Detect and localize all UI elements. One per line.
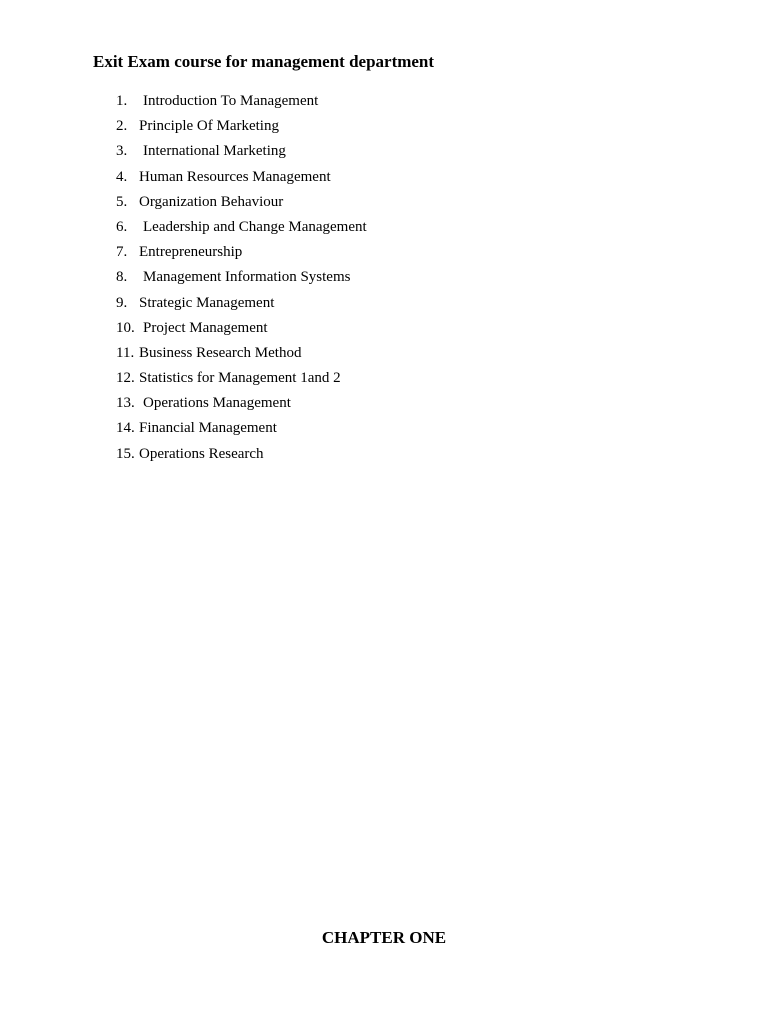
list-item-label: International Marketing — [143, 143, 286, 160]
list-item-number: 11. — [116, 344, 135, 361]
list-item-number: 12. — [116, 370, 135, 387]
list-item-number: 8. — [116, 269, 128, 286]
list-item-number: 6. — [116, 218, 128, 235]
course-list — [116, 92, 367, 470]
list-item-label: Financial Management — [139, 420, 277, 437]
list-item-label: Leadership and Change Management — [143, 218, 367, 235]
list-item — [116, 319, 367, 344]
list-item — [116, 218, 367, 243]
list-item — [116, 445, 367, 470]
list-item-number: 9. — [116, 294, 128, 311]
list-item-label: Statistics for Management 1and 2 — [139, 370, 341, 387]
list-item — [116, 268, 367, 293]
list-item — [116, 394, 367, 419]
list-item-number: 4. — [116, 168, 128, 185]
list-item-number: 7. — [116, 244, 128, 261]
list-item — [116, 142, 367, 167]
list-item-label: Management Information Systems — [143, 269, 351, 286]
list-item — [116, 92, 367, 117]
list-item-label: Operations Research — [139, 445, 264, 462]
list-item-number: 3. — [116, 143, 128, 160]
list-item — [116, 193, 367, 218]
document-title: Exit Exam course for management department — [93, 52, 435, 71]
list-item — [116, 369, 367, 394]
list-item — [116, 117, 367, 142]
list-item-label: Business Research Method — [139, 344, 302, 361]
list-item-number: 14. — [116, 420, 135, 437]
list-item — [116, 168, 367, 193]
list-item — [116, 294, 367, 319]
list-item-number: 5. — [116, 193, 128, 210]
list-item-label: Entrepreneurship — [139, 244, 243, 261]
list-item-label: Project Management — [143, 319, 268, 336]
list-item — [116, 243, 367, 268]
list-item-number: 2. — [116, 118, 128, 135]
list-item-number: 13. — [116, 395, 135, 412]
list-item-label: Organization Behaviour — [139, 193, 284, 210]
list-item-label: Principle Of Marketing — [139, 118, 279, 135]
chapter-heading: CHAPTER ONE — [321, 928, 447, 947]
list-item-label: Human Resources Management — [139, 168, 331, 185]
list-item — [116, 419, 367, 444]
list-item-number: 1. — [116, 93, 128, 109]
list-item-number: 15. — [116, 445, 135, 462]
list-item-label: Introduction To Management — [143, 93, 319, 109]
list-item-label: Operations Management — [143, 395, 291, 412]
list-item-label: Strategic Management — [139, 294, 275, 311]
list-item-number: 10. — [116, 319, 135, 336]
list-item — [116, 344, 367, 369]
